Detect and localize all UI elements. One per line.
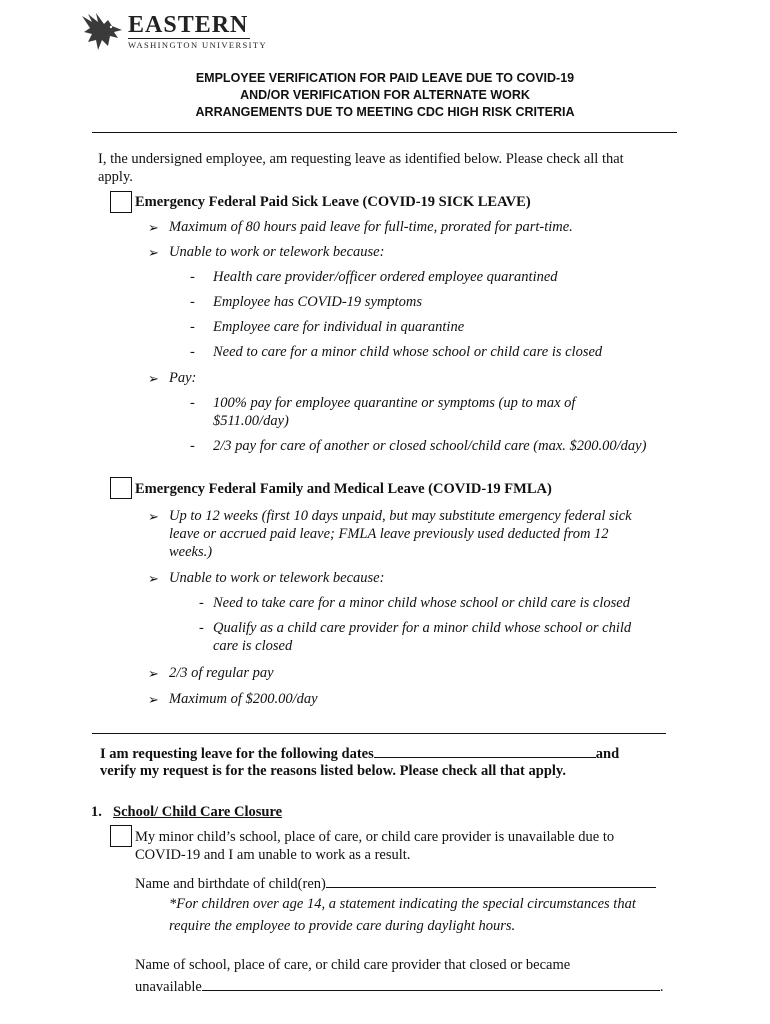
section-1-text-2: COVID-19 and I am unable to work as a result.	[135, 847, 411, 863]
request-label: I am requesting leave for the following dates	[100, 746, 374, 762]
section-1-text-1: My minor child’s school, place of care, or child care provider is unavailable due to	[135, 829, 615, 845]
school-label-2: unavailable	[135, 979, 202, 995]
child-name-row	[135, 874, 656, 893]
dash: -	[199, 595, 204, 611]
sick-pay-2: 2/3 pay for care of another or closed school/child care (max. $200.00/day)	[213, 438, 647, 454]
dash: -	[190, 344, 195, 360]
arrow-icon: ➢	[148, 509, 159, 524]
fmla-bullet-1-cont: leave or accrued paid leave; FMLA leave previously used deducted from 12	[169, 526, 609, 542]
leave-dates-field[interactable]	[374, 744, 596, 758]
logo-name: EASTERN	[128, 12, 249, 38]
school-name-field[interactable]	[202, 977, 660, 991]
school-label-1: Name of school, place of care, or child care provider that closed or became	[135, 957, 571, 973]
eagle-icon	[78, 12, 128, 54]
fmla-bullet-2: Unable to work or telework because:	[169, 570, 385, 586]
sick-reason-2: Employee has COVID-19 symptoms	[213, 294, 423, 310]
intro-line-2: apply.	[98, 169, 133, 185]
fmla-reason-1: Need to take care for a minor child whose school or child care is closed	[213, 595, 630, 611]
section-1-number: 1.	[91, 804, 102, 820]
school-row	[135, 977, 663, 996]
dash: -	[190, 269, 195, 285]
child-note-1: *For children over age 14, a statement indicating the special circumstances that	[169, 896, 636, 912]
sick-reason-3: Employee care for individual in quarantine	[213, 319, 465, 335]
section-1-heading: School/ Child Care Closure	[113, 804, 283, 820]
fmla-reason-2-cont: care is closed	[213, 638, 293, 654]
arrow-icon: ➢	[148, 220, 159, 235]
fmla-heading: Emergency Federal Family and Medical Leave (COVID-19 FMLA)	[135, 481, 552, 497]
sick-reason-1: Health care provider/officer ordered employee quarantined	[213, 269, 558, 285]
sick-bullet-3: Pay:	[169, 370, 197, 386]
title-line-1: EMPLOYEE VERIFICATION FOR PAID LEAVE DUE TO COVID-19	[195, 71, 575, 85]
logo-underline	[128, 38, 250, 39]
fmla-bullet-1-cont2: weeks.)	[169, 544, 213, 560]
title-divider	[92, 132, 677, 133]
sick-pay-1-cont: $511.00/day)	[213, 413, 289, 429]
arrow-icon: ➢	[148, 371, 159, 386]
dash: -	[190, 319, 195, 335]
sick-pay-1: 100% pay for employee quarantine or symptoms (up to max of	[213, 395, 576, 411]
dash: -	[190, 395, 195, 411]
logo-subtitle: WASHINGTON UNIVERSITY	[128, 40, 268, 50]
dash: -	[190, 438, 195, 454]
fmla-bullet-1: Up to 12 weeks (first 10 days unpaid, but may substitute emergency federal sick	[169, 508, 632, 524]
title-line-3: ARRANGEMENTS DUE TO MEETING CDC HIGH RISK CRITERIA	[195, 105, 575, 119]
school-closure-checkbox[interactable]	[110, 825, 132, 847]
fmla-bullet-4: Maximum of $200.00/day	[169, 691, 318, 707]
request-line-1	[100, 744, 619, 763]
section-divider	[92, 733, 666, 734]
sick-bullet-2: Unable to work or telework because:	[169, 244, 385, 260]
child-name-label: Name and birthdate of child(ren)	[135, 876, 326, 892]
arrow-icon: ➢	[148, 571, 159, 586]
fmla-reason-2: Qualify as a child care provider for a minor child whose school or child	[213, 620, 632, 636]
arrow-icon: ➢	[148, 245, 159, 260]
dash: -	[199, 620, 204, 636]
fmla-checkbox[interactable]	[110, 477, 132, 499]
arrow-icon: ➢	[148, 666, 159, 681]
fmla-bullet-3: 2/3 of regular pay	[169, 665, 274, 681]
child-name-field[interactable]	[326, 874, 656, 888]
sick-leave-checkbox[interactable]	[110, 191, 132, 213]
title-line-2: AND/OR VERIFICATION FOR ALTERNATE WORK	[240, 88, 530, 102]
sick-leave-heading: Emergency Federal Paid Sick Leave (COVID-19 SICK LEAVE)	[135, 194, 531, 210]
intro-line-1: I, the undersigned employee, am requesting leave as identified below. Please check all that	[98, 151, 624, 167]
sick-bullet-1: Maximum of 80 hours paid leave for full-time, prorated for part-time.	[169, 219, 573, 235]
sick-reason-4: Need to care for a minor child whose school or child care is closed	[213, 344, 603, 360]
school-period: .	[659, 979, 664, 995]
page-title	[92, 70, 678, 121]
arrow-icon: ➢	[148, 692, 159, 707]
request-and: and	[595, 746, 620, 762]
child-note-2: require the employee to provide care during daylight hours.	[169, 918, 516, 934]
dash: -	[190, 294, 195, 310]
request-line-2: verify my request is for the reasons listed below. Please check all that apply.	[100, 763, 566, 779]
